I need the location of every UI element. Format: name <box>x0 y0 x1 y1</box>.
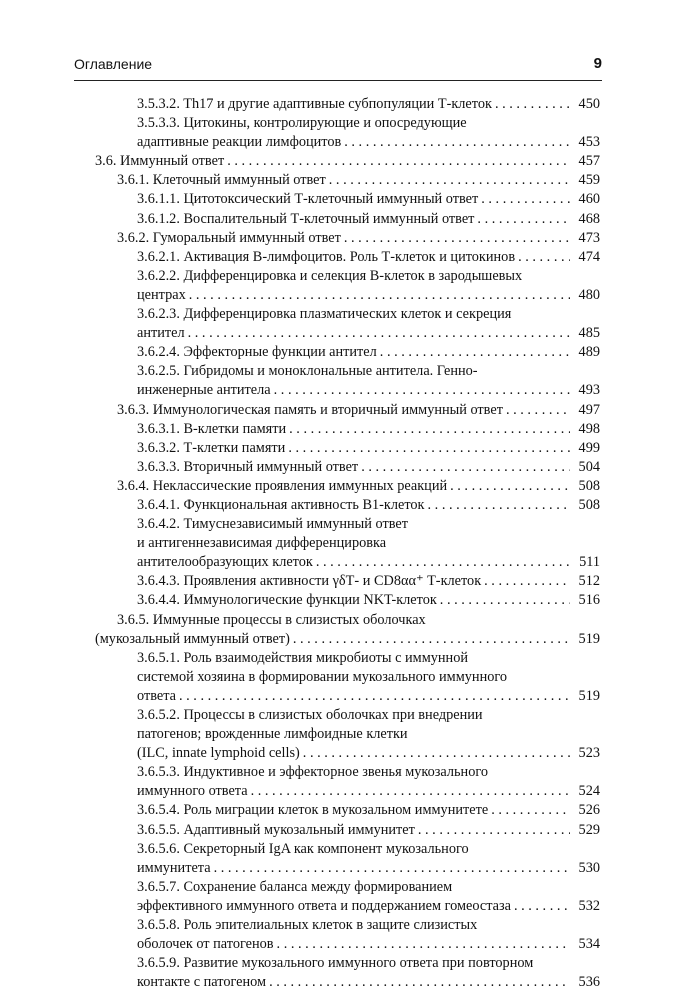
toc-entry[interactable] <box>0 763 688 801</box>
toc-entry[interactable] <box>0 190 688 209</box>
dot-leader <box>428 496 570 515</box>
dot-leader <box>495 95 570 114</box>
toc-entry-text: 3.6.5.9. Развитие мукозального иммунного ответа при повторном <box>137 955 534 972</box>
toc-entry[interactable] <box>0 95 688 114</box>
toc-entry-text: 3.6.4.4. Иммунологические функции NKT-клеток <box>137 592 437 609</box>
toc-entry-text: 3.6.2.3. Дифференцировка плазматических клеток и секреция <box>137 306 512 323</box>
toc-entry[interactable] <box>0 152 688 171</box>
toc-page-number: 512 <box>578 573 600 590</box>
toc-entry-text: 3.6.5.2. Процессы в слизистых оболочках при внедрении <box>137 707 483 723</box>
dot-leader <box>440 591 570 610</box>
dot-leader <box>288 439 570 458</box>
toc-entry-text: контакте с патогеном <box>137 974 267 991</box>
dot-leader <box>293 630 570 649</box>
toc-page-number: 453 <box>578 134 600 151</box>
toc-page-number: 516 <box>578 592 600 609</box>
header-title: Оглавление <box>74 56 153 72</box>
toc-page-number: 457 <box>578 153 600 170</box>
dot-leader <box>491 801 570 820</box>
toc-entry-text: антителообразующих клеток <box>137 554 313 571</box>
dot-leader <box>450 477 570 496</box>
toc-entry-text: 3.6.5.6. Секреторный IgA как компонент мукозального <box>137 840 469 857</box>
toc-entry-text: 3.6.4.1. Функциональная активность B1-клеток <box>137 496 425 513</box>
toc-entry-text: (мукозальный иммунный ответ) <box>95 630 290 647</box>
dot-leader <box>380 343 570 362</box>
toc-entry-text: 3.6.1.2. Воспалительный Т-клеточный иммунный ответ <box>137 210 475 227</box>
toc-page-number: 504 <box>578 458 600 475</box>
toc-entry-text: центрах <box>137 286 186 303</box>
toc-entry-text: инженерные антитела <box>137 382 271 399</box>
dot-leader <box>344 133 570 152</box>
toc-entry[interactable] <box>0 210 688 229</box>
toc-entry-text: (ILC, innate lymphoid cells) <box>137 745 300 762</box>
dot-leader <box>269 973 570 992</box>
toc-entry-text: 3.6. Иммунный ответ <box>95 153 225 170</box>
table-of-contents <box>0 95 688 992</box>
toc-entry[interactable] <box>0 801 688 820</box>
dot-leader <box>518 248 570 267</box>
toc-entry-text: патогенов; врожденные лимфоидные клетки <box>137 726 408 743</box>
toc-page-number: 474 <box>578 248 600 265</box>
toc-page-number: 524 <box>578 783 600 800</box>
toc-entry[interactable] <box>0 343 688 362</box>
dot-leader <box>251 782 570 801</box>
toc-entry-text: 3.6.4.2. Тимуснезависимый иммунный ответ <box>137 516 408 533</box>
toc-entry-text: оболочек от патогенов <box>137 936 274 953</box>
toc-page-number: 526 <box>578 802 600 819</box>
toc-page-number: 489 <box>578 344 600 361</box>
toc-page-number: 534 <box>578 936 600 953</box>
toc-entry-text: 3.6.3.3. Вторичный иммунный ответ <box>137 458 359 475</box>
toc-entry-text: 3.6.1.1. Цитотоксический Т-клеточный иммунный ответ <box>137 191 479 208</box>
header-page-number: 9 <box>593 55 602 72</box>
toc-entry-text: антител <box>137 325 185 342</box>
toc-entry[interactable] <box>0 267 688 305</box>
dot-leader <box>179 687 570 706</box>
dot-leader <box>274 381 570 400</box>
toc-page-number: 523 <box>578 745 600 762</box>
toc-entry[interactable] <box>0 305 688 343</box>
dot-leader <box>506 401 570 420</box>
toc-entry-text: 3.6.3. Иммунологическая память и вторичный иммунный ответ <box>117 401 503 418</box>
toc-page-number: 485 <box>578 325 600 342</box>
dot-leader <box>481 190 570 209</box>
toc-page-number: 532 <box>578 897 600 914</box>
toc-page-number: 459 <box>578 172 600 189</box>
dot-leader <box>477 210 570 229</box>
toc-page-number: 498 <box>578 420 600 437</box>
toc-page-number: 511 <box>579 554 600 571</box>
toc-page-number: 519 <box>578 687 600 704</box>
toc-entry[interactable] <box>0 439 688 458</box>
toc-entry[interactable] <box>0 477 688 496</box>
toc-entry-text: иммунного ответа <box>137 783 248 800</box>
toc-page-number: 468 <box>578 210 600 227</box>
toc-entry[interactable] <box>0 420 688 439</box>
toc-entry-text: иммунитета <box>137 859 211 876</box>
toc-entry[interactable] <box>0 706 688 763</box>
toc-entry[interactable] <box>0 496 688 515</box>
toc-entry[interactable] <box>0 840 688 878</box>
toc-entry-text: ответа <box>137 687 176 704</box>
dot-leader <box>214 859 570 878</box>
toc-entry[interactable] <box>0 515 688 572</box>
dot-leader <box>344 229 570 248</box>
toc-entry-text: 3.6.2.4. Эффекторные функции антител <box>137 344 377 361</box>
toc-entry-text: и антигеннезависимая дифференцировка <box>137 535 387 552</box>
toc-page-number: 473 <box>578 229 600 246</box>
toc-entry-text: 3.6.5. Иммунные процессы в слизистых оболочках <box>117 611 426 628</box>
toc-page-number: 508 <box>578 477 600 494</box>
toc-entry-text: 3.6.2.5. Гибридомы и моноклональные антитела. Генно- <box>137 363 478 380</box>
toc-entry[interactable] <box>0 458 688 477</box>
toc-entry[interactable] <box>0 248 688 267</box>
dot-leader <box>303 744 570 763</box>
dot-leader <box>227 152 570 171</box>
toc-page-number: 460 <box>578 191 600 208</box>
dot-leader <box>361 458 570 477</box>
toc-entry-text: 3.6.5.3. Индуктивное и эффекторное звенья мукозального <box>137 764 489 781</box>
toc-page-number: 519 <box>578 630 600 647</box>
toc-entry-text: 3.6.4. Неклассические проявления иммунных реакций <box>117 477 448 494</box>
toc-page-number: 497 <box>578 401 600 418</box>
dot-leader <box>289 420 570 439</box>
toc-entry-text: 3.6.3.1. В-клетки памяти <box>137 420 287 437</box>
toc-entry-text: 3.6.1. Клеточный иммунный ответ <box>117 172 326 189</box>
dot-leader <box>514 897 570 916</box>
dot-leader <box>316 553 570 572</box>
toc-entry-text: 3.6.5.1. Роль взаимодействия микробиоты с иммунной <box>137 649 469 666</box>
dot-leader <box>329 171 570 190</box>
toc-entry-text: 3.6.5.5. Адаптивный мукозальный иммунитет <box>137 821 415 838</box>
toc-entry[interactable] <box>0 821 688 840</box>
dot-leader <box>189 286 570 305</box>
toc-page-number: 529 <box>578 821 600 838</box>
running-header <box>74 54 602 81</box>
toc-entry-text: 3.6.2.2. Дифференцировка и селекция В-клеток в зародышевых <box>137 267 523 284</box>
toc-entry[interactable] <box>0 229 688 248</box>
toc-entry-text: 3.5.3.3. Цитокины, контролирующие и опосредующие <box>137 115 467 132</box>
toc-page-number: 530 <box>578 859 600 876</box>
toc-entry-text: 3.6.2.1. Активация В-лимфоцитов. Роль Т-клеток и цитокинов <box>137 248 516 265</box>
toc-entry-text: 3.6.5.8. Роль эпителиальных клеток в защите слизистых <box>137 917 478 934</box>
toc-entry[interactable] <box>0 916 688 954</box>
toc-entry[interactable] <box>0 611 688 649</box>
toc-page-number: 508 <box>578 496 600 513</box>
toc-entry[interactable] <box>0 878 688 916</box>
toc-entry[interactable] <box>0 954 688 992</box>
toc-entry-text: 3.6.4.3. Проявления активности γδТ- и CD8αα⁺ Т-клеток <box>137 573 482 590</box>
toc-entry[interactable] <box>0 572 688 591</box>
toc-entry[interactable] <box>0 362 688 400</box>
toc-entry[interactable] <box>0 649 688 706</box>
toc-page-number: 499 <box>578 439 600 456</box>
toc-entry-text: 3.6.3.2. Т-клетки памяти <box>137 439 286 456</box>
toc-entry-text: системой хозяина в формировании мукозального иммунного <box>137 668 508 685</box>
toc-entry-text: 3.6.5.7. Сохранение баланса между формированием <box>137 878 453 895</box>
toc-page-number: 450 <box>578 96 600 112</box>
dot-leader <box>277 935 570 954</box>
toc-entry[interactable] <box>0 591 688 610</box>
toc-page-number: 480 <box>578 286 600 303</box>
toc-entry-text: 3.6.2. Гуморальный иммунный ответ <box>117 229 341 246</box>
dot-leader <box>188 324 570 343</box>
toc-entry[interactable] <box>0 401 688 420</box>
toc-page-number: 536 <box>578 974 600 991</box>
dot-leader <box>418 821 570 840</box>
toc-entry-text: 3.5.3.2. Th17 и другие адаптивные субпопуляции Т-клеток <box>137 96 492 112</box>
toc-entry-text: эффективного иммунного ответа и поддержанием гомеостаза <box>137 897 511 914</box>
dot-leader <box>484 572 570 591</box>
toc-page-number: 493 <box>578 382 600 399</box>
toc-entry-text: адаптивные реакции лимфоцитов <box>137 134 342 151</box>
toc-entry[interactable] <box>0 171 688 190</box>
toc-entry-text: 3.6.5.4. Роль миграции клеток в мукозальном иммунитете <box>137 802 489 819</box>
toc-entry[interactable] <box>0 114 688 152</box>
